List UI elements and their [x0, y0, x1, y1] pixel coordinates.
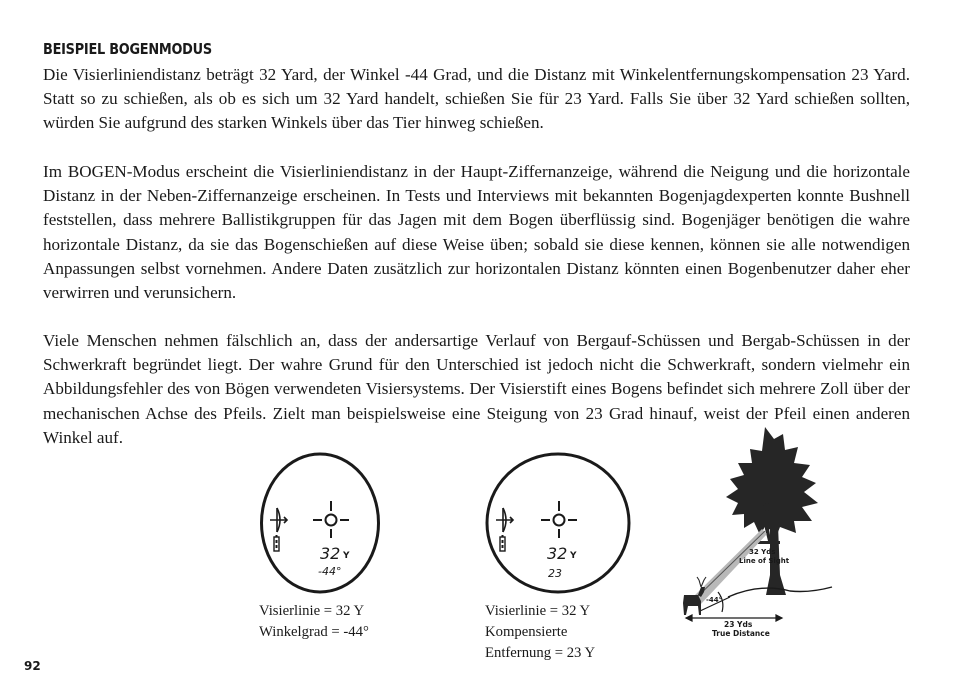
main-distance-reading: 32 — [320, 544, 341, 563]
true-distance-value: 23 Yds — [724, 620, 753, 629]
true-distance-label: True Distance — [712, 629, 770, 638]
section-heading: BEISPIEL BOGENMODUS — [43, 40, 212, 58]
paragraph-gravity: Viele Menschen nehmen fälschlich an, dass der andersartige Verlauf von Bergauf-Schüssen und Bergab-Schüssen in der Schwerkraft begründet liegt. Der wahre Grund für den Unterschied ist jedoch nicht die Schwerkraft, sondern vielmehr ein Abbildungsfehler des von Bögen verwendeten Visiersystems. Der Visierstift eines Bogens befindet sich mehrere Zoll über der mechanischen Achse des Pfeils. Zielt man beispielsweise eine Steigung von 23 Grad hinauf, weist der Pfeil einen anderen Winkel auf. — [43, 331, 910, 447]
tree-stand-illustration — [670, 425, 835, 640]
caption-line: Kompensierte — [485, 624, 568, 640]
secondary-reading: -44° — [318, 565, 342, 578]
rangefinder-display-compensated — [484, 451, 634, 596]
caption-line: Entfernung = 23 Y — [485, 645, 596, 661]
secondary-reading: 23 — [548, 567, 562, 580]
rangefinder-display-angle — [258, 451, 383, 596]
paragraph-bow-mode: Im BOGEN-Modus erscheint die Visierliniendistanz in der Haupt-Ziffernanzeige, während die Neigung und die horizontale Distanz in der Neben-Ziffernanzeige erscheinen. In Tests und Interviews mit bekannten Bogenjagdexperten konnte Bushnell feststellen, dass mehrere Ballistikgruppen für das Jagen mit dem Bogen überflüssig sind. Bogenjäger benötigen die wahre horizontale Distanz, da sie das Bogenschießen auf diese Weise üben; sobald sie diese kennen, können sie alle notwendigen Anpassungen selbst vornehmen. Andere Daten zusätzlich zur horizontalen Distanz könnten einen Bogenbenutzer daher eher verwirren und verunsichern. — [43, 162, 910, 303]
caption-display-compensated — [485, 601, 595, 664]
caption-line: Visierlinie = 32 Y — [485, 603, 591, 619]
distance-unit: Y — [343, 551, 350, 561]
line-of-sight-label: Line of Sight — [739, 557, 790, 565]
caption-display-angle — [259, 601, 369, 643]
caption-line: Visierlinie = 32 Y — [259, 603, 365, 619]
page-number: 92 — [24, 659, 41, 673]
tree-foliage — [726, 427, 818, 537]
distance-unit: Y — [570, 551, 577, 561]
main-distance-reading: 32 — [547, 544, 568, 563]
line-of-sight-distance: 32 Yds — [749, 548, 776, 556]
angle-label: -44° — [706, 596, 723, 604]
paragraph-example: Die Visierliniendistanz beträgt 32 Yard, der Winkel -44 Grad, und die Distanz mit Winkelentfernungskompensation 23 Yard. Statt so zu schießen, als ob es sich um 32 Yard handelt, schießen Sie für 23 Yard. Falls Sie über 32 Yard schießen sollten, würden Sie aufgrund des starken Winkels über das Tier hinweg schießen. — [43, 65, 910, 133]
caption-line: Winkelgrad = -44° — [259, 624, 369, 640]
